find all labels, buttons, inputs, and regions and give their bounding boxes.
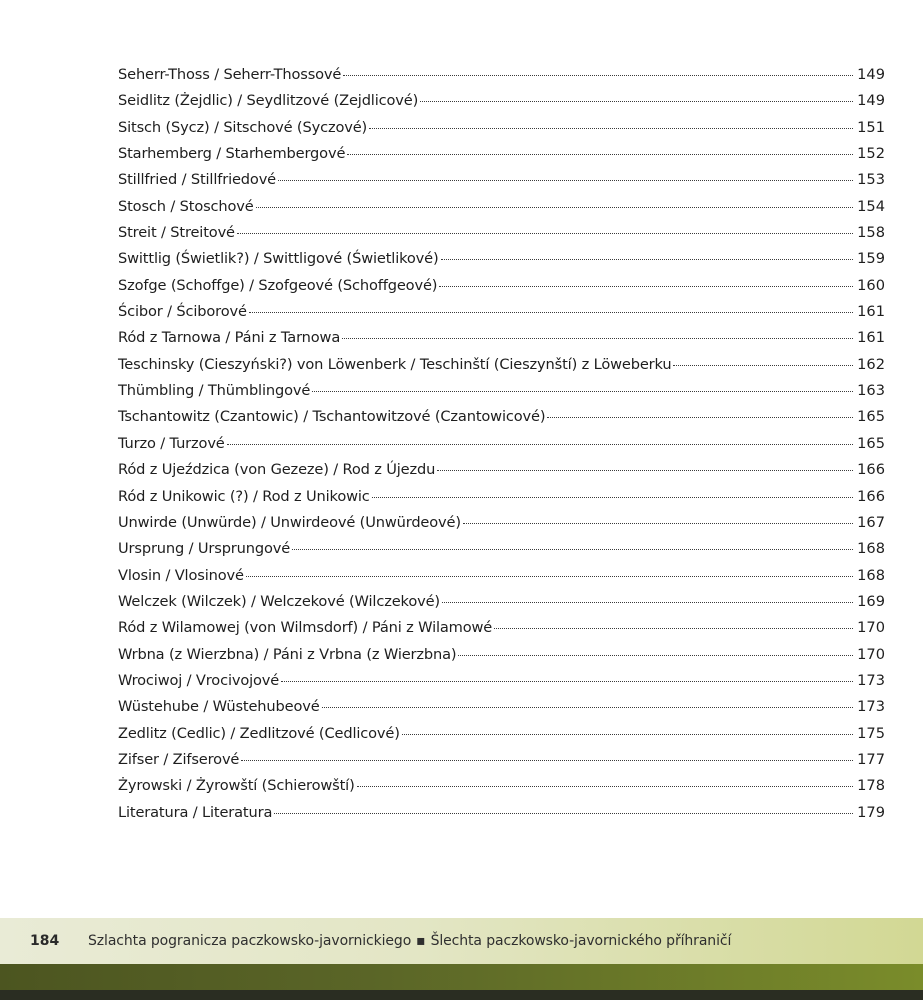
toc-entry — [118, 536, 885, 562]
toc-entry — [118, 694, 885, 720]
toc-entry-title: Ród z Unikowic (?) / Rod z Unikowic — [118, 487, 370, 505]
toc-entry-page: 166 — [857, 487, 885, 505]
toc-entry-title: Swittlig (Świetlik?) / Swittligové (Świetlikové) — [118, 250, 439, 268]
toc-dot-leader — [347, 153, 853, 155]
toc-entry — [118, 167, 885, 193]
toc-dot-leader — [281, 680, 853, 682]
toc-entry — [118, 194, 885, 220]
toc-dot-leader — [420, 100, 853, 102]
toc-entry-title: Unwirde (Unwürde) / Unwirdeové (Unwürdeové) — [118, 513, 461, 531]
toc-dot-leader — [241, 759, 853, 761]
toc-dot-leader — [342, 337, 853, 339]
toc-entry-page: 173 — [857, 698, 885, 716]
toc-entry — [118, 668, 885, 694]
toc-entry — [118, 325, 885, 351]
toc-dot-leader — [442, 601, 853, 603]
toc-entry-title: Streit / Streitové — [118, 224, 235, 242]
toc-entry-title: Turzo / Turzové — [118, 434, 225, 452]
toc-entry-page: 149 — [857, 66, 885, 83]
toc-entry-title: Zifser / Zifserové — [118, 750, 240, 768]
toc-entry-page: 179 — [857, 803, 885, 821]
toc-entry-title: Ród z Ujeździca (von Gezeze) / Rod z Újezdu — [118, 461, 436, 479]
toc-entry-title: Ród z Tarnowa / Páni z Tarnowa — [118, 329, 341, 347]
toc-entry-title: Seidlitz (Żejdlic) / Seydlitzové (Zejdlicové) — [118, 92, 419, 110]
toc-entry-title: Wüstehube / Wüstehubeové — [118, 698, 320, 716]
toc-entry-title: Szofge (Schoffge) / Szofgeové (Schoffgeové) — [118, 276, 438, 294]
toc-dot-leader — [246, 575, 853, 577]
toc-entry — [118, 510, 885, 536]
toc-dot-leader — [463, 522, 853, 524]
toc-dot-leader — [357, 785, 853, 787]
toc-entry-page: 168 — [857, 566, 885, 584]
toc-entry — [118, 62, 885, 88]
toc-entry — [118, 484, 885, 510]
toc-entry-page: 160 — [857, 276, 885, 294]
toc-dot-leader — [274, 812, 853, 814]
toc-entry-page: 165 — [857, 408, 885, 426]
toc-entry-page: 167 — [857, 513, 885, 531]
toc-dot-leader — [227, 443, 853, 445]
toc-entry-title: Zedlitz (Cedlic) / Zedlitzové (Cedlicové) — [118, 724, 400, 742]
toc-entry-page: 168 — [857, 540, 885, 558]
toc-dot-leader — [673, 364, 853, 366]
running-title-czech: Šlechta paczkowsko-javornického příhraničí — [430, 933, 732, 949]
toc-dot-leader — [249, 311, 853, 313]
toc-entry-title: Welczek (Wilczek) / Welczekové (Wilczekové) — [118, 592, 440, 610]
toc-entry-title: Ród z Wilamowej (von Wilmsdorf) / Páni z Wilamowé — [118, 619, 493, 637]
toc-entry — [118, 220, 885, 246]
toc-entry — [118, 141, 885, 167]
toc-entry-page: 177 — [857, 750, 885, 768]
toc-entry — [118, 642, 885, 668]
toc-entry-page: 170 — [857, 619, 885, 637]
toc-dot-leader — [322, 706, 853, 708]
toc-dot-leader — [402, 733, 853, 735]
toc-dot-leader — [278, 179, 853, 181]
toc-entry-title: Stosch / Stoschové — [118, 197, 254, 215]
toc-dot-leader — [292, 548, 853, 550]
toc-entry — [118, 404, 885, 430]
toc-entry — [118, 563, 885, 589]
toc-entry — [118, 352, 885, 378]
toc-entry-page: 159 — [857, 250, 885, 268]
running-title-polish: Szlachta pogranicza paczkowsko-javornickiego — [88, 933, 412, 949]
toc-entry-title: Wrbna (z Wierzbna) / Páni z Vrbna (z Wierzbna) — [118, 645, 457, 663]
toc-entry — [118, 615, 885, 641]
toc-entry-page: 166 — [857, 461, 885, 479]
toc-entry — [118, 431, 885, 457]
toc-dot-leader — [547, 416, 853, 418]
toc-entry-title: Sitsch (Sycz) / Sitschové (Syczové) — [118, 118, 368, 136]
toc-entry — [118, 378, 885, 404]
toc-entry-title: Vlosin / Vlosinové — [118, 566, 244, 584]
toc-entry-page: 170 — [857, 645, 885, 663]
toc-entry — [118, 721, 885, 747]
toc-entry-page: 154 — [857, 197, 885, 215]
toc-dot-leader — [369, 127, 853, 129]
toc-entry — [118, 246, 885, 272]
toc-entry-page: 178 — [857, 777, 885, 795]
toc-dot-leader — [343, 74, 853, 76]
toc-entry-title: Seherr-Thoss / Seherr-Thossové — [118, 66, 342, 83]
table-of-contents — [118, 62, 885, 826]
toc-dot-leader — [312, 390, 853, 392]
toc-entry-page: 173 — [857, 671, 885, 689]
toc-dot-leader — [439, 285, 853, 287]
toc-dot-leader — [441, 258, 853, 260]
toc-entry-title: Literatura / Literatura — [118, 803, 273, 821]
toc-entry-page: 165 — [857, 434, 885, 452]
toc-entry-title: Stillfried / Stillfriedové — [118, 171, 277, 189]
running-title — [88, 933, 731, 949]
toc-entry — [118, 457, 885, 483]
toc-dot-leader — [256, 206, 853, 208]
toc-entry — [118, 747, 885, 773]
toc-entry — [118, 800, 885, 826]
toc-entry-page: 149 — [857, 92, 885, 110]
toc-entry-page: 158 — [857, 224, 885, 242]
toc-entry — [118, 773, 885, 799]
toc-entry-page: 175 — [857, 724, 885, 742]
toc-entry-page: 169 — [857, 592, 885, 610]
toc-dot-leader — [494, 627, 853, 629]
toc-entry — [118, 115, 885, 141]
toc-entry-title: Wrociwoj / Vrocivojové — [118, 671, 280, 689]
toc-entry-title: Tschantowitz (Czantowic) / Tschantowitzové (Czantowicové) — [118, 408, 546, 426]
running-title-separator: ▪ — [416, 933, 426, 949]
toc-entry-title: Teschinsky (Cieszyński?) von Löwenberk / Teschinští (Cieszynští) z Löweberku — [118, 355, 672, 373]
footer-bar-edge — [0, 990, 923, 1000]
toc-entry-page: 161 — [857, 329, 885, 347]
toc-entry-title: Żyrowski / Żyrowští (Schierowští) — [118, 777, 355, 795]
toc-entry-page: 163 — [857, 382, 885, 400]
toc-entry-title: Starhemberg / Starhembergové — [118, 145, 346, 163]
toc-entry — [118, 88, 885, 114]
toc-dot-leader — [372, 496, 853, 498]
page-number: 184 — [30, 933, 60, 949]
toc-dot-leader — [437, 469, 853, 471]
toc-entry-page: 162 — [857, 355, 885, 373]
toc-entry-page: 151 — [857, 118, 885, 136]
toc-entry-title: Ursprung / Ursprungové — [118, 540, 291, 558]
toc-entry — [118, 299, 885, 325]
toc-entry-page: 153 — [857, 171, 885, 189]
toc-entry-title: Ścibor / Ściborové — [118, 303, 247, 321]
toc-entry-page: 152 — [857, 145, 885, 163]
toc-dot-leader — [458, 654, 853, 656]
toc-entry-page: 161 — [857, 303, 885, 321]
toc-entry — [118, 589, 885, 615]
toc-entry-title: Thümbling / Thümblingové — [118, 382, 311, 400]
toc-dot-leader — [237, 232, 853, 234]
toc-entry — [118, 273, 885, 299]
